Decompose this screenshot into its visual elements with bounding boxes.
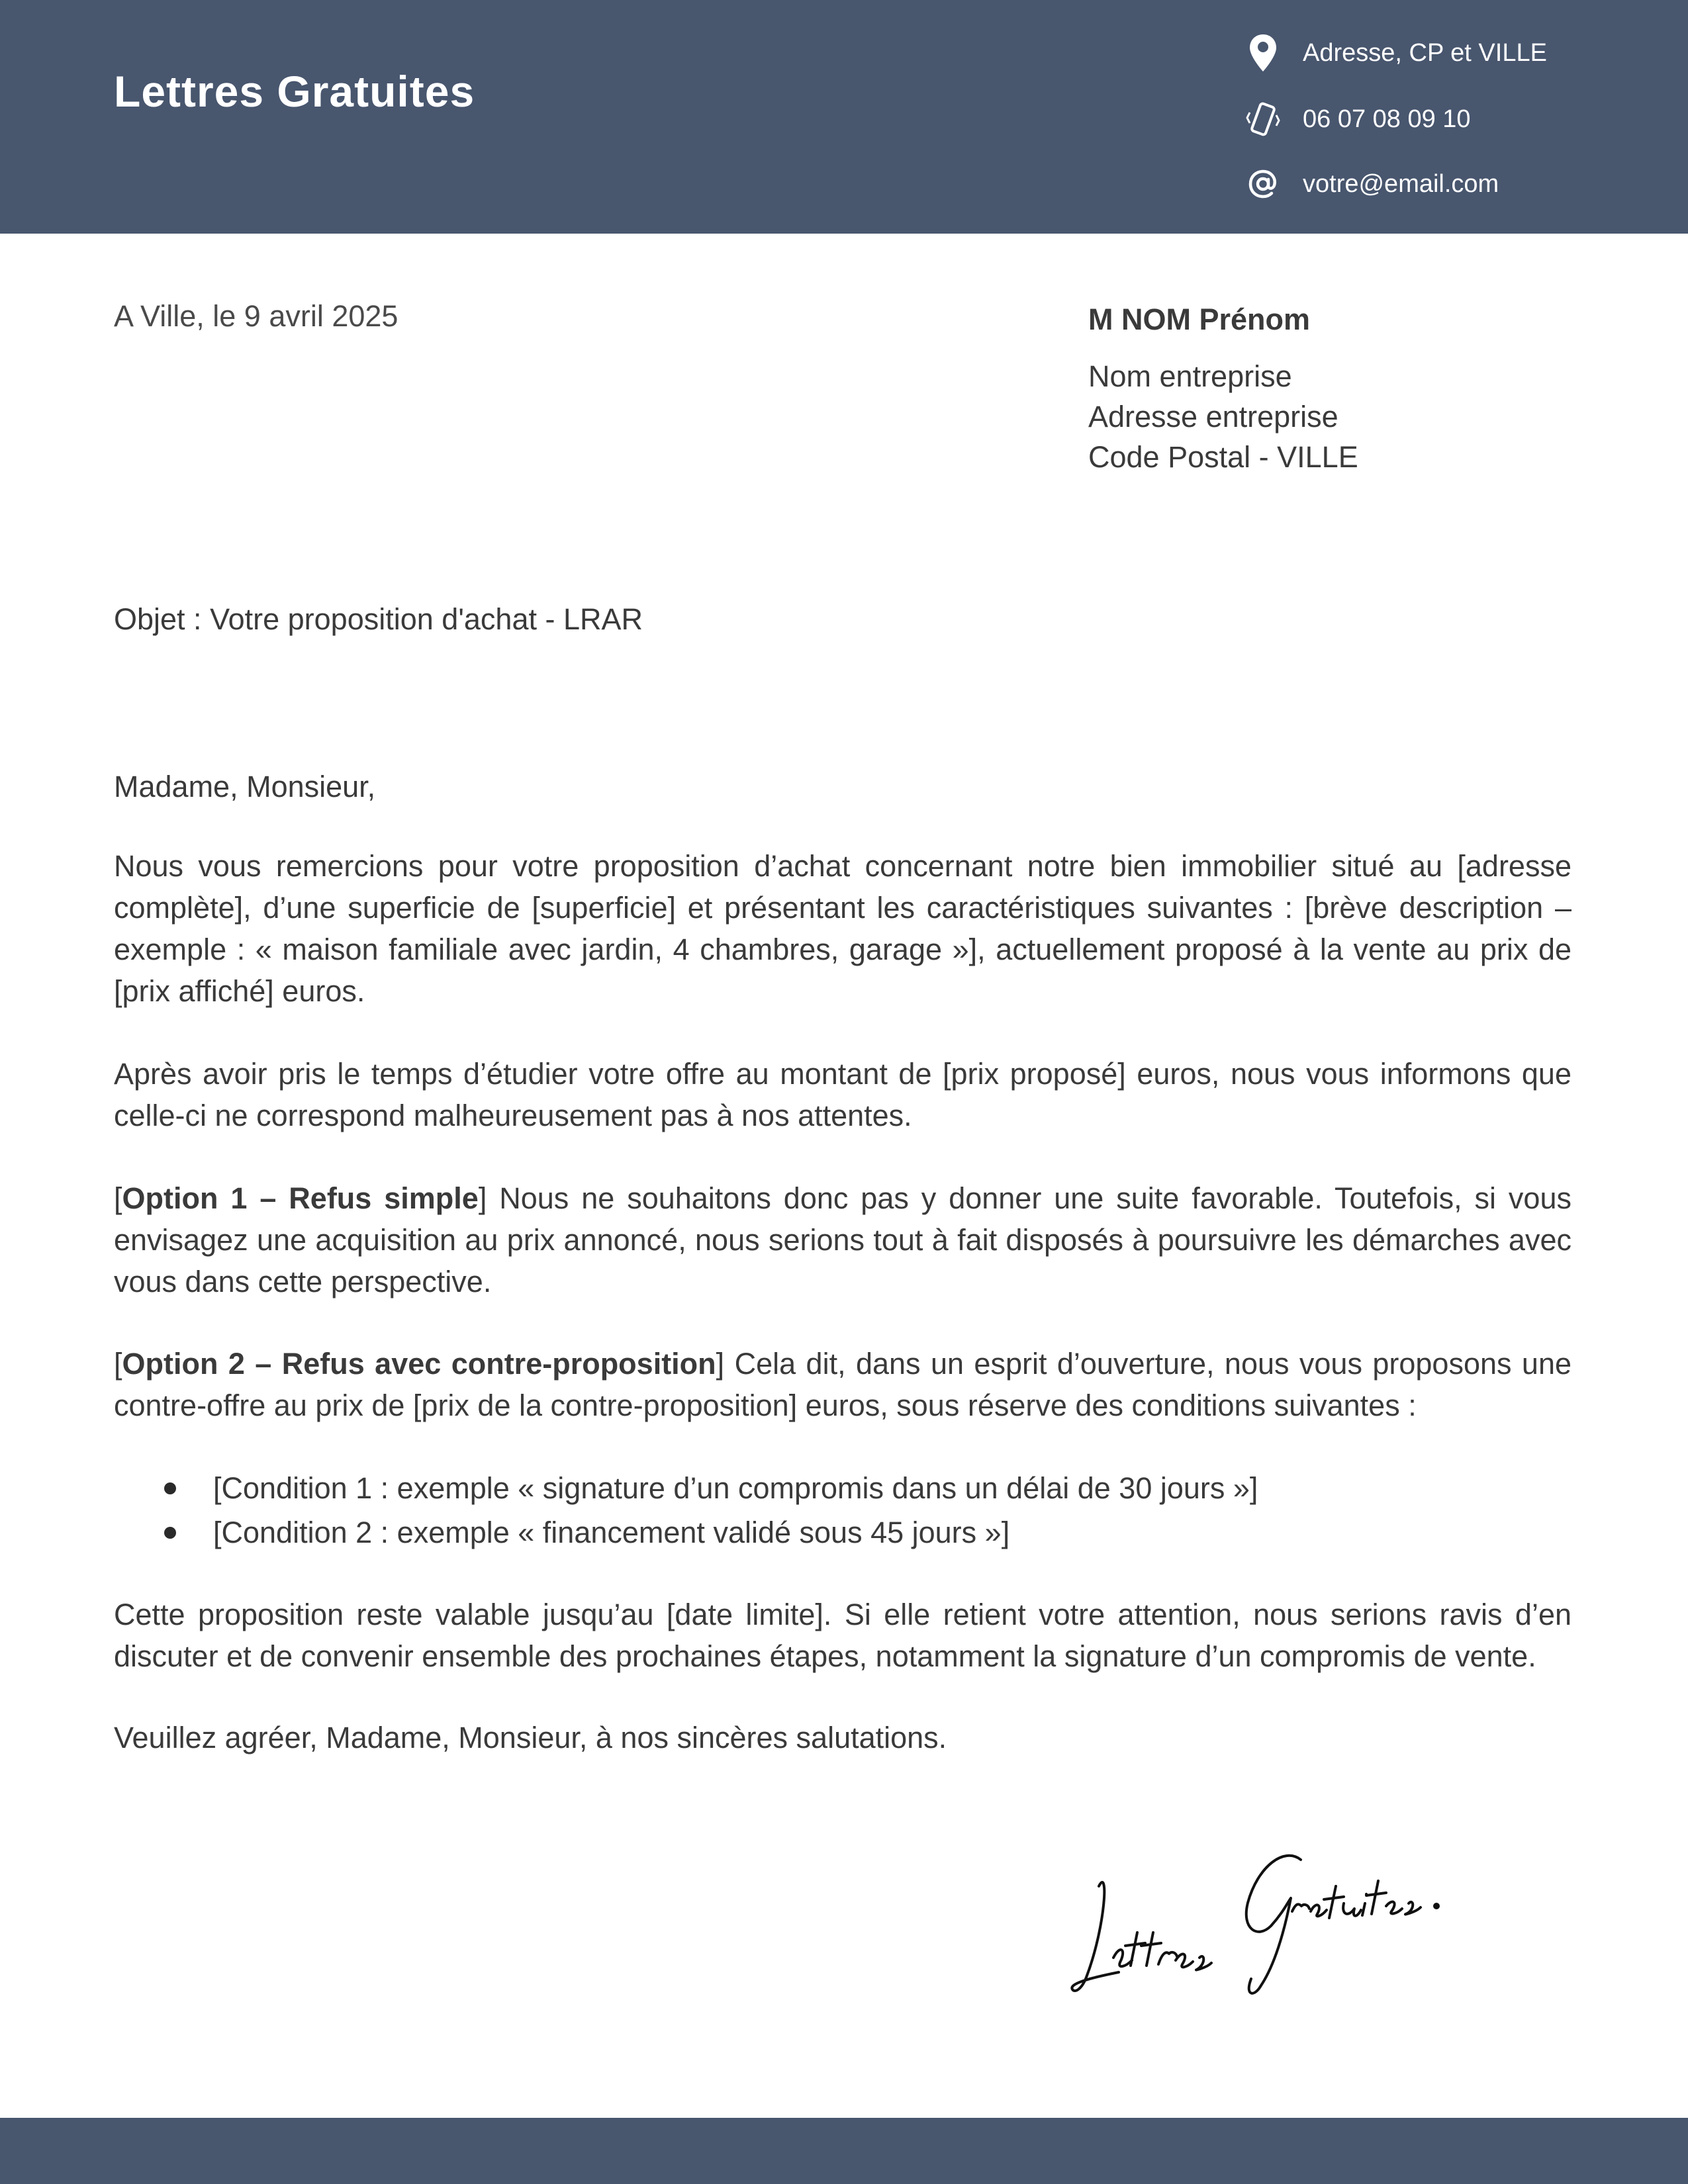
option-1-text: ] Nous ne souhaitons donc pas y donner une suite favorable. Toutefois, si vous envisagez une acquisition au prix annoncé, nous serions tout à fait disposés à poursuivre les démarches avec vous dans cette perspective. [114, 1181, 1571, 1298]
contact-address [1244, 32, 1547, 74]
recipient-name: M NOM Prénom [1088, 302, 1311, 336]
option-2-open: [ [114, 1347, 122, 1381]
bullet-dot [164, 1482, 176, 1494]
condition-1: [Condition 1 : exemple « signature d’un compromis dans un délai de 30 jours »] [213, 1471, 1258, 1505]
brand-title: Lettres Gratuites [114, 67, 475, 116]
bullet-dot [164, 1527, 176, 1539]
paragraph-2: Après avoir pris le temps d’étudier votre offre au montant de [prix proposé] euros, nous vous informons que celle-ci ne correspond malheureusement pas à nos attentes. [114, 1057, 1571, 1132]
condition-2: [Condition 2 : exemple « financement validé sous 45 jours »] [213, 1516, 1010, 1549]
paragraph-1: Nous vous remercions pour votre proposition d’achat concernant notre bien immobilier situé au [adresse complète], d’une superficie de [superficie] et présentant les caractéristiques suivantes : [brève description – exemple : « maison familiale avec jardin, 4 chambres, garage »], actuellement proposé à la vente au prix de [prix affiché] euros. [114, 849, 1571, 1008]
option-2-label: Option 2 – Refus avec contre-proposition [122, 1347, 716, 1381]
letter-date: A Ville, le 9 avril 2025 [114, 299, 399, 333]
recipient-city: Code Postal - VILLE [1088, 440, 1358, 474]
phone-text: 06 07 08 09 10 [1303, 105, 1471, 133]
closing: Veuillez agréer, Madame, Monsieur, à nos sincères salutations. [114, 1721, 947, 1754]
recipient-company: Nom entreprise [1088, 359, 1292, 393]
paragraph-3: Cette proposition reste valable jusqu’au [date limite]. Si elle retient votre attention, nous serions ravis d’en discuter et de convenir ensemble des prochaines étapes, notamment la signature d’un compromis de vente. [114, 1598, 1571, 1673]
letter-subject: Objet : Votre proposition d'achat - LRAR [114, 602, 643, 636]
recipient-block [1088, 299, 1358, 477]
at-icon [1244, 163, 1282, 205]
recipient-address: Adresse entreprise [1088, 400, 1338, 433]
option-2-text: ] Cela dit, dans un esprit d’ouverture, nous vous proposons une contre-offre au prix de [prix de la contre-proposition] euros, sous réserve des conditions suivantes : [114, 1347, 1571, 1422]
letter-header [0, 0, 1688, 234]
letter-footer [0, 2118, 1688, 2184]
address-text: Adresse, CP et VILLE [1303, 38, 1547, 67]
phone-icon [1244, 98, 1282, 140]
handwritten-signature [1059, 1840, 1456, 2012]
salutation: Madame, Monsieur, [114, 770, 376, 803]
conditions-list [114, 1466, 1571, 1555]
list-item [114, 1466, 1571, 1510]
email-text: votre@email.com [1303, 169, 1499, 198]
list-item [114, 1510, 1571, 1555]
paragraph-option-1 [114, 1177, 1571, 1302]
location-pin-icon [1244, 32, 1282, 74]
contact-phone [1244, 98, 1471, 140]
contact-email [1244, 163, 1499, 205]
paragraph-option-2 [114, 1343, 1571, 1426]
option-1-label: Option 1 – Refus simple [122, 1181, 479, 1215]
option-1-open: [ [114, 1181, 122, 1215]
